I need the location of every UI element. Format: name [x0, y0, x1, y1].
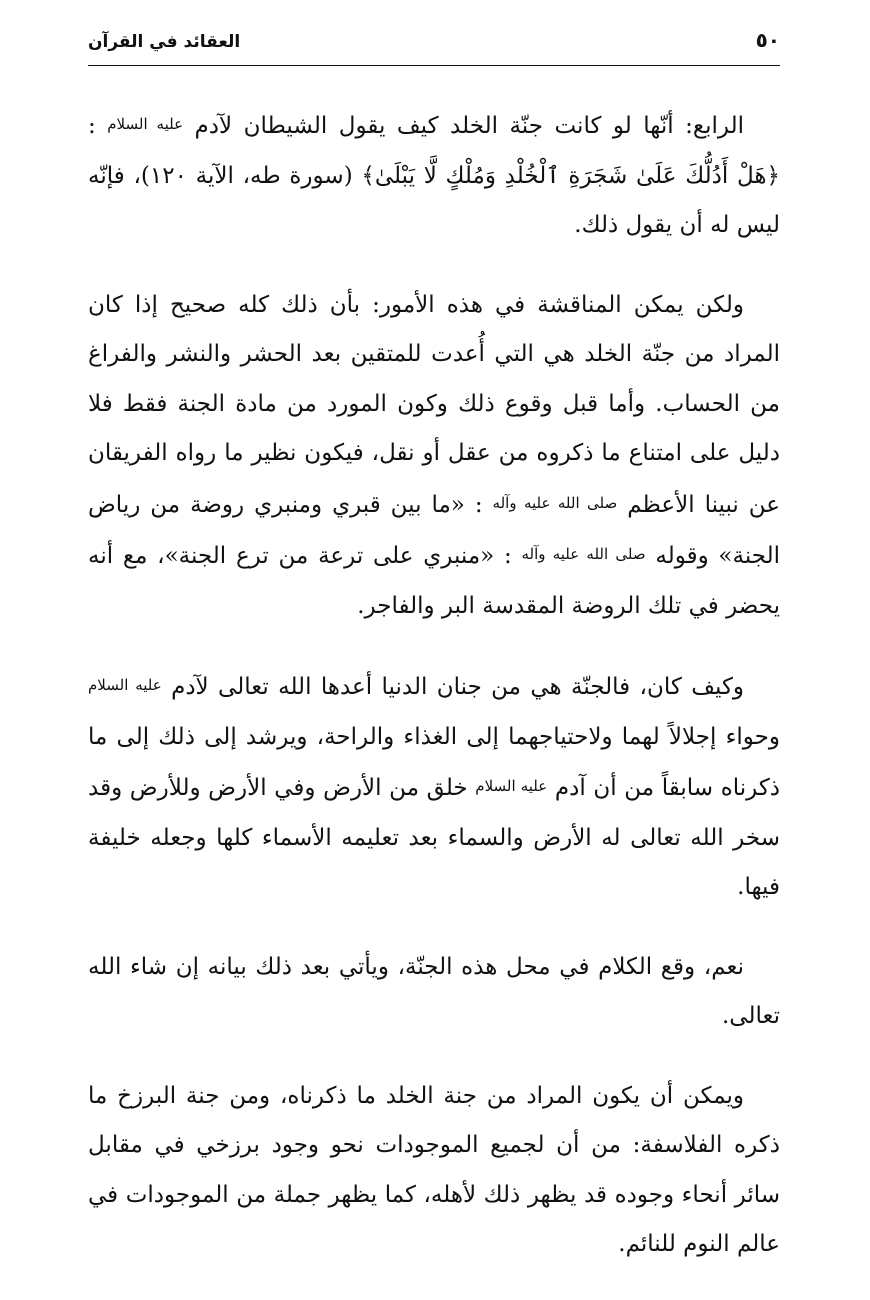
paragraph-fourth-objection: [88, 100, 780, 251]
paragraph-barzakh: [88, 1072, 780, 1270]
paragraph-worldly-garden: [88, 661, 780, 913]
text-segment: : «ما بين قبري ومنبري روضة من رياض الجنة» وقوله: [88, 491, 781, 569]
text-segment: ولكن يمكن المناقشة في هذه الأمور: بأن ذلك كله صحيح إذا كان المراد من جنّة الخلد هي التي أُعدت للمتقين بعد الحشر والنشر والفراغ من الحساب. وأما قبل وقوع ذلك وكون المورد من مادة الجنة فقط فلا دليل على امتناع ما ذكروه من عقل أو نقل، فيكون نظير ما رواه الفريقان عن نبينا الأعظم: [88, 291, 781, 518]
honorific-glyph: عليه السلام: [107, 115, 184, 133]
honorific-glyph: صلى الله عليه وآله: [492, 493, 618, 512]
paragraph-discussion: [88, 281, 780, 632]
text-segment: ويمكن أن يكون المراد من جنة الخلد ما ذكرناه، ومن جنة البرزخ ما ذكره الفلاسفة: من أن لجميع الموجودات نحو وجود برزخي في مقابل سائر أنحاء وجوده قد يظهر ذلك لأهله، كما يظهر جملة من الموجودات في عالم النوم للنائم.: [88, 1082, 780, 1257]
running-title: العقائد في القرآن: [88, 32, 241, 52]
text-segment: الرابع: أنّها لو كانت جنّة الخلد كيف يقول الشيطان لآدم: [194, 113, 745, 139]
paragraph-location: [88, 943, 780, 1042]
running-header: [88, 28, 780, 62]
page-number: ٥٠: [755, 28, 780, 52]
body-text: [88, 100, 780, 1300]
text-segment: وحواء إجلالاً لهما ولاحتياجهما إلى الغذاء والراحة، ويرشد إلى ذلك إلى ما ذكرناه سابقاً من أن آدم: [88, 723, 781, 801]
honorific-glyph: صلى الله عليه وآله: [521, 545, 646, 563]
text-segment: خلق من الأرض وفي الأرض وللأرض وقد سخر الله تعالى له الأرض والسماء بعد تعليمه الأسماء كلها وجعله خليفة فيها.: [88, 775, 780, 900]
text-segment: : ﴿هَلْ أَدُلُّكَ عَلَىٰ شَجَرَةِ ٱلْخُلْدِ وَمُلْكٍ لَّا يَبْلَىٰ﴾ (سورة طه، الآية ١٢٠)، فإنّه ليس له أن يقول ذلك.: [88, 113, 780, 238]
honorific-glyph: عليه السلام: [475, 777, 548, 795]
text-segment: وكيف كان، فالجنّة هي من جنان الدنيا أعدها الله تعالى لآدم: [171, 674, 745, 700]
text-segment: نعم، وقع الكلام في محل هذه الجنّة، ويأتي بعد ذلك بيانه إن شاء الله تعالى.: [88, 953, 780, 1029]
header-rule: [88, 65, 780, 66]
honorific-glyph: عليه السلام: [88, 676, 162, 694]
text-segment: : «منبري على ترعة من ترع الجنة»، مع أنه يحضر في تلك الروضة المقدسة البر والفاجر.: [88, 543, 780, 619]
